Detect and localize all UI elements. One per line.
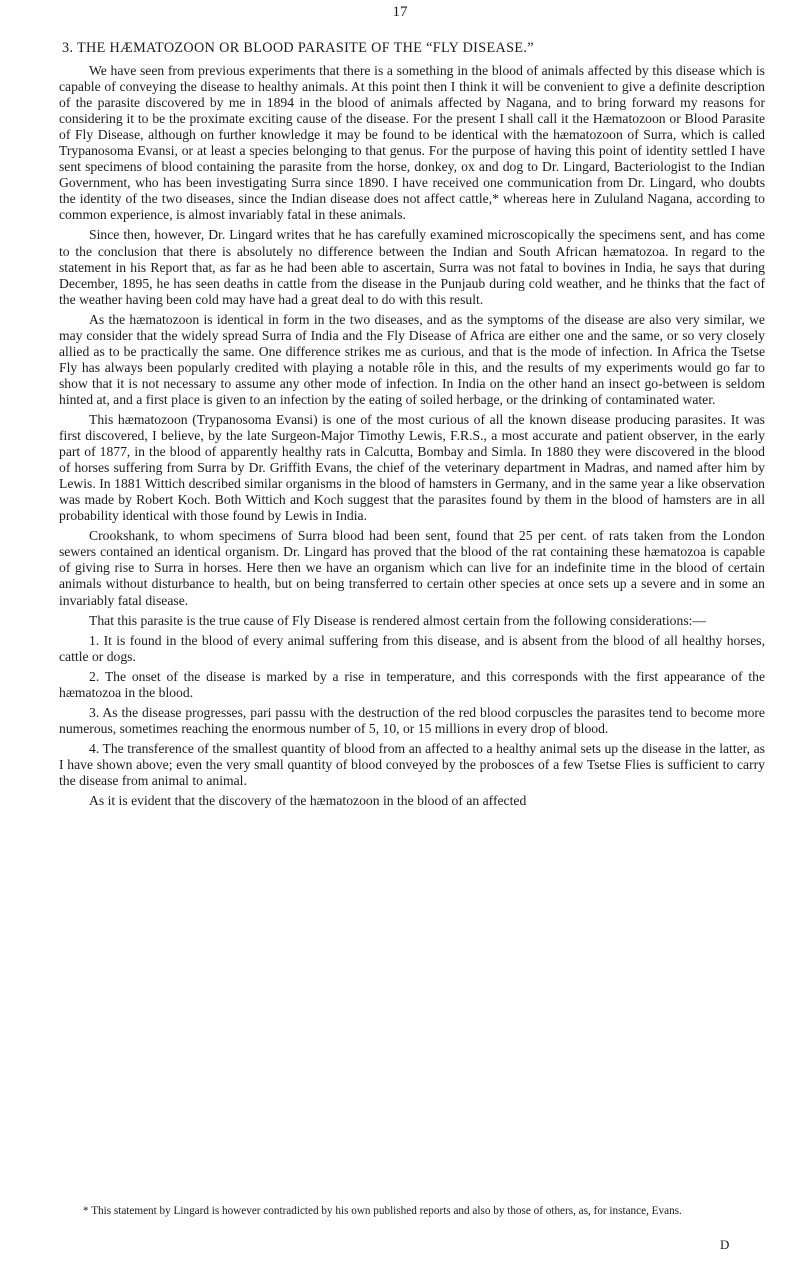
paragraph: Crookshank, to whom specimens of Surra blood had been sent, found that 25 per cent. of rats taken from the London sewers contained an identical organism. Dr. Lingard has proved that the blood of the rat containing these hæmatozoa is capable of giving rise to Surra in horses. Here then we have an organism which can live for an indefinite time in the blood of certain animals without disturbance to health, but on being transferred to certain other species at once sets up a severe and in some an invariably fatal disease. <box>59 528 765 608</box>
paragraph: That this parasite is the true cause of Fly Disease is rendered almost certain from the following considerations:— <box>89 612 707 628</box>
body-text <box>59 63 765 813</box>
paragraph: As the hæmatozoon is identical in form in the two diseases, and as the symptoms of the disease are also very similar, we may consider that the widely spread Surra of India and the Fly Disease of Africa are either one and the same, or so very closely allied as to be practically the same. One difference strikes me as curious, and that is the mode of infection. In Africa the Tsetse Fly has always been popularly credited with playing a notable rôle in this, and the results of my experiments would go far to show that it is not necessary to assume any other mode of infection. In India on the other hand an insect go-between is seldom hinted at, and a first place is given to an infection by the eating of soiled herbage, or the drinking of contaminated water. <box>59 311 765 407</box>
consideration-item: 1. It is found in the blood of every animal suffering from this disease, and is absent from the blood of all healthy horses, cattle or dogs. <box>59 632 765 664</box>
paragraph: This hæmatozoon (Trypanosoma Evansi) is one of the most curious of all the known disease producing parasites. It was first discovered, I believe, by the late Surgeon-Major Timothy Lewis, F.R.S., a most accurate and patient observer, in the early part of 1877, in the blood of apparently healthy rats in Calcutta, Bombay and Simla. In 1880 they were discovered in the blood of horses suffering from Surra by Dr. Griffith Evans, the chief of the veterinary department in Madras, and named after him by Lewis. In 1881 Wittich described similar organisms in the blood of hamsters in Germany, and in the same year a like observation was made by Robert Koch. Both Wittich and Koch suggest that the parasites found by them in the blood of hamsters are in all probability identical with those found by Lewis in India. <box>59 411 765 524</box>
signature-mark: D <box>720 1237 730 1252</box>
section-heading: 3. THE HÆMATOZOON OR BLOOD PARASITE OF THE “FLY DISEASE.” <box>62 40 534 56</box>
closing-line: As it is evident that the discovery of the hæmatozoon in the blood of an affected <box>89 793 527 809</box>
consideration-item: 4. The transference of the smallest quantity of blood from an affected to a healthy animal sets up the disease in the latter, as I have shown above; even the very small quantity of blood conveyed by the probosces of a few Tsetse Flies is sufficient to carry the disease from animal to animal. <box>59 740 765 788</box>
considerations-list <box>59 633 765 789</box>
paragraph: Since then, however, Dr. Lingard writes that he has carefully examined microscopically the specimens sent, and has come to the conclusion that there is absolutely no difference between the Indian and South African hæmatozoa. In regard to the statement in his Report that, as far as he had been able to ascertain, Surra was not fatal to bovines in India, he says that during December, 1895, he has seen deaths in cattle from the disease in the Punjaub during cold weather, and he thinks that the fact of the weather having been cold may have had a great deal to do with this result. <box>59 227 765 307</box>
page-number: 17 <box>392 4 408 20</box>
consideration-item: 3. As the disease progresses, pari passu with the destruction of the red blood corpuscles the parasites tend to become more numerous, sometimes reaching the enormous number of 5, 10, or 15 millions in every drop of blood. <box>59 704 765 736</box>
paragraph: We have seen from previous experiments that there is a something in the blood of animals affected by this disease which is capable of conveying the disease to healthy animals. At this point then I think it will be convenient to give a definite description of the parasite discovered by me in 1894 in the blood of animals affected by Nagana, and to bring forward my reasons for considering it to be the proximate exciting cause of the disease. For the present I shall call it the Hæmatozoon or Blood Parasite of Fly Disease, although on further knowledge it may be found to be identical with the hæmatozoon of Surra, which is called Trypanosoma Evansi, or at least a species belonging to that genus. For the purpose of having this point of identity settled I have sent specimens of blood containing the parasite from the horse, donkey, ox and dog to Dr. Lingard, Bacteriologist to the Indian Government, who has been investigating Surra since 1890. I have received one communication from Dr. Lingard, who doubts the identity of the two diseases, since the Indian disease does not affect cattle,* whereas here in Zululand Nagana, according to common experience, is almost invariably fatal in these animals. <box>59 63 765 223</box>
footnote: * This statement by Lingard is however contradicted by his own published reports and also by those of others, as, for instance, Evans. <box>83 1205 682 1217</box>
consideration-item: 2. The onset of the disease is marked by a rise in temperature, and this corresponds with the first appearance of the hæmatozoa in the blood. <box>59 668 765 700</box>
